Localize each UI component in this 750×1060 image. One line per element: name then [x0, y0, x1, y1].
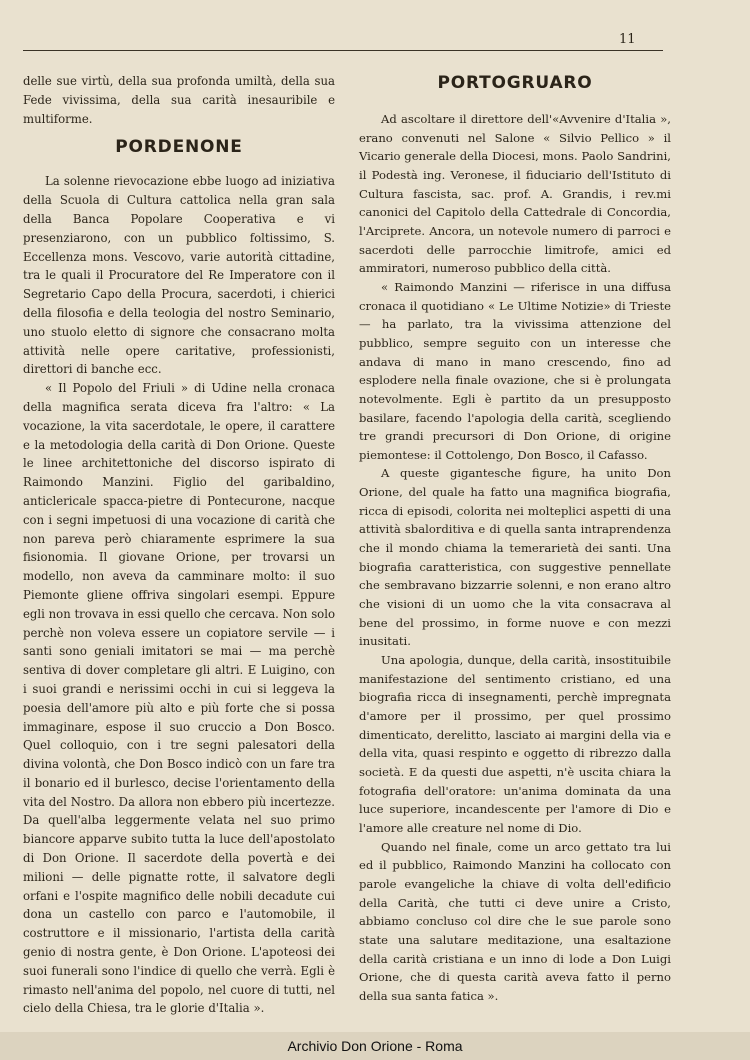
- right-column: [359, 72, 671, 1006]
- header-divider: [23, 50, 663, 51]
- archive-label: Archivio Don Orione - Roma: [287, 1038, 463, 1054]
- paragraph: Ad ascoltare il direttore dell'«Avvenire d'Italia », erano convenuti nel Salone « Silvio Pellico » il Vicario generale della Diocesi, mons. Paolo Sandrini, il Podestà ing. Veronese, il fiduciario dell'Istituto di Cultura fascista, sac. prof. A. Grandis, i rev.mi canonici del Capitolo della Cattedrale di Concordia, l'Arciprete. Ancora, un notevole numero di parroci e sacerdoti delle parrocchie limitrofe, amici ed ammiratori, numeroso pubblico della città.: [359, 112, 671, 276]
- paragraph: Una apologia, dunque, della carità, insostituibile manifestazione del sentimento cristiano, ed una biografia ricca di insegnamenti, perchè impregnata d'amore per il prossimo, per quel prossimo dimenticato, derelitto, lasciato ai margini della via e della vita, quasi respinto e oggetto di ribrezzo dalla società. E da questi due aspetti, n'è uscita chiara la fotografia dell'oratore: un'anima dominata da una luce superiore, incandescente per l'amore di Dio e l'amore alle creature nel nome di Dio.: [359, 653, 671, 835]
- paragraph: La solenne rievocazione ebbe luogo ad iniziativa della Scuola di Cultura cattolica nella gran sala della Banca Popolare Cooperativa e vi presenziarono, con un pubblico foltissimo, S. Eccellenza mons. Vescovo, varie autorità cittadine, tra le quali il Procuratore del Re Imperatore con il Segretario Capo della Procura, sacerdoti, i chierici della filosofia e della teologia del nostro Seminario, uno stuolo eletto di signore che consacrano molta attività nelle opere caritative, professionisti, direttori di banche ecc.: [23, 174, 335, 377]
- intro-paragraph: delle sue virtù, della sua profonda umiltà, della sua Fede vivissima, della sua carità inesauribile e multiforme.: [23, 74, 335, 126]
- section-heading-pordenone: PORDENONE: [115, 137, 243, 158]
- left-column: [23, 72, 335, 1018]
- section-heading-portogruaro: PORTOGRUARO: [437, 73, 593, 93]
- paragraph: « Il Popolo del Friuli » di Udine nella cronaca della magnifica serata diceva fra l'altro: « La vocazione, la vita sacerdotale, le opere, il carattere e la metodologia della carità di Don Orione. Queste le linee architettoniche del discorso ispirato di Raimondo Manzini. Figlio del garibaldino, anticlericale spacca-pietre di Pontecurone, nacque con i segni impetuosi di una vocazione di carità che non pareva però chiaramente esprimere la sua fisionomia. Il giovane Orione, per trovarsi un modello, non aveva da camminare molto: il suo Piemonte gliene offriva singolari esempi. Eppure egli non trovava in essi quello che cercava. Non solo perchè non voleva essere un copiatore servile — i santi sono geniali imitatori se mai — ma perchè sentiva di dover completare gli altri. E Luigino, con i suoi grandi e nerissimi occhi in cui si leggeva la poesia dell'amore più alto e più forte che si possa immaginare, espose il suo cruccio a Don Bosco. Quel colloquio, con i tre segni palesatori della divina volontà, che Don Bosco indicò con un fare tra il bonario ed il burlesco, decise l'orientamento della vita del Nostro. Da allora non ebbero più incertezze. Da quell'alba leggermente velata nel suo primo biancore apparve subito tutta la luce dell'apostolato di Don Orione. Il sacerdote della povertà e dei milioni — delle pignatte rotte, il salvatore degli orfani e l'ospite magnifico delle nobili decadute cui dona un castello con parco e l'automobile, il costruttore e il missionario, l'artista della carità genio di nostra gente, è Don Orione. L'apoteosi dei suoi funerali sono l'indice di quello che verrà. Egli è rimasto nell'anima del popolo, nel cuore di tutti, nel cielo della Chiesa, tra le glorie d'Italia ».: [23, 381, 335, 1016]
- paragraph: A queste gigantesche figure, ha unito Don Orione, del quale ha fatto una magnifica biografia, ricca di episodi, colorita nei molteplici aspetti di una attività sbalorditiva e di quella santa intraprendenza che il mondo chiama la temerarietà dei santi. Una biografia caratteristica, con suggestive pennellate che sembravano bizzarrie solenni, e non erano altro che visioni di un uomo che la vita consacrava al bene del prossimo, in forme nuove e con mezzi inusitati.: [359, 466, 671, 649]
- page-number: 11: [619, 32, 636, 47]
- archive-footer: [0, 1032, 750, 1060]
- paragraph: « Raimondo Manzini — riferisce in una diffusa cronaca il quotidiano « Le Ultime Notizie» di Trieste — ha parlato, tra la vivissima attenzione del pubblico, sempre seguito con un interesse che andava di mano in mano crescendo, fino ad esplodere nella finale ovazione, che si è prolungata notevolmente. Egli è partito da un presupposto basilare, facendo l'apologia della carità, scegliendo tre grandi precursori di Don Orione, di origine piemontese: il Cottolengo, Don Bosco, il Cafasso.: [359, 279, 671, 462]
- paragraph: Quando nel finale, come un arco gettato tra lui ed il pubblico, Raimondo Manzini ha collocato con parole evangeliche la chiave di volta dell'edificio della Carità, che tutti ci deve unire a Cristo, abbiamo concluso col dire che le sue parole sono state una salutare meditazione, una esaltazione della carità cristiana e un inno di lode a Don Luigi Orione, che di questa carità aveva fatto il perno della sua santa fatica ».: [359, 839, 671, 1003]
